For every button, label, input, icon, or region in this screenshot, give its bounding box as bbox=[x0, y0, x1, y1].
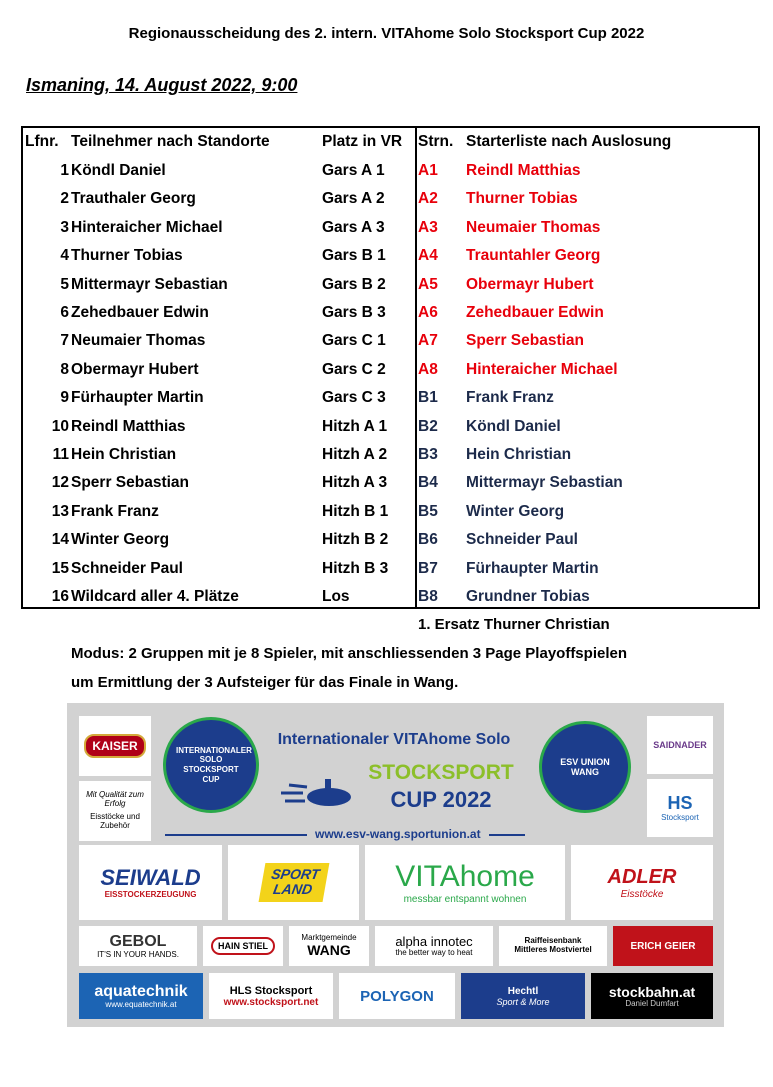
table-row bbox=[23, 215, 758, 243]
gebol-sub-label: IT'S IN YOUR HANDS. bbox=[97, 949, 179, 959]
platz-in-vr: Gars B 1 bbox=[322, 247, 386, 265]
table-row bbox=[23, 186, 758, 214]
start-number: A5 bbox=[418, 275, 438, 293]
eisstoecke-text: Eisstöcke und Zubehör bbox=[90, 812, 140, 830]
start-number: B4 bbox=[418, 474, 438, 492]
participant-name: Mittermayr Sebastian bbox=[71, 275, 228, 293]
header-starterliste: Starterliste nach Auslosung bbox=[466, 133, 672, 150]
platz-in-vr: Hitzh A 1 bbox=[322, 417, 388, 435]
banner-title-line-2: STOCKSPORT bbox=[368, 761, 514, 784]
row-number: 4 bbox=[60, 247, 69, 265]
platz-in-vr: Gars A 2 bbox=[322, 190, 385, 208]
adler-logo bbox=[571, 845, 713, 920]
table-row bbox=[23, 328, 758, 356]
starter-name: Thurner Tobias bbox=[466, 190, 578, 208]
stockbahn-logo bbox=[591, 973, 713, 1019]
ersatz-note: 1. Ersatz Thurner Christian bbox=[418, 616, 610, 633]
start-number: A3 bbox=[418, 218, 438, 236]
starter-name: Schneider Paul bbox=[466, 531, 578, 549]
platz-in-vr: Gars B 3 bbox=[322, 304, 386, 321]
vitahome-label: VITAhome bbox=[395, 860, 535, 893]
modus-line-1: Modus: 2 Gruppen mit je 8 Spieler, mit anschliessenden 3 Page Playoffspielen bbox=[71, 645, 627, 662]
sportland-label-2: LAND bbox=[271, 881, 314, 898]
start-number: B1 bbox=[418, 389, 438, 407]
starter-name: Zehedbauer Edwin bbox=[466, 304, 604, 321]
hechtl-label-1: Hechtl bbox=[507, 985, 539, 997]
start-number: A8 bbox=[418, 360, 438, 378]
participant-name: Frank Franz bbox=[71, 502, 159, 520]
participant-name: Zehedbauer Edwin bbox=[71, 304, 209, 321]
adler-label: ADLER bbox=[607, 865, 677, 888]
start-number: A7 bbox=[418, 332, 438, 350]
start-number: B7 bbox=[418, 559, 438, 577]
platz-in-vr: Hitzh A 2 bbox=[322, 446, 388, 463]
qualitaet-logo bbox=[79, 781, 151, 841]
curling-stone-icon bbox=[277, 763, 357, 813]
seiwald-logo bbox=[79, 845, 222, 920]
hls-label: HLS Stocksport bbox=[229, 984, 313, 997]
start-number: B6 bbox=[418, 531, 438, 549]
row-number: 10 bbox=[51, 417, 69, 435]
hls-stocksport-logo bbox=[209, 973, 333, 1019]
platz-in-vr: Hitzh B 2 bbox=[322, 531, 389, 549]
hs-sub-label: Stocksport bbox=[661, 813, 699, 823]
participant-name: Winter Georg bbox=[71, 531, 170, 549]
wang-logo bbox=[289, 926, 369, 966]
participant-name: Fürhaupter Martin bbox=[71, 389, 204, 407]
starter-name: Reindl Matthias bbox=[466, 162, 581, 179]
seiwald-sub-label: EISSTOCKERZEUGUNG bbox=[104, 890, 197, 900]
cup-seal-logo bbox=[163, 717, 259, 813]
participant-name: Hinteraicher Michael bbox=[71, 218, 223, 236]
sportland-logo bbox=[228, 845, 359, 920]
hainstiel-logo bbox=[203, 926, 283, 966]
row-number: 9 bbox=[60, 389, 69, 407]
participant-name: Reindl Matthias bbox=[71, 417, 186, 435]
gebol-logo bbox=[79, 926, 197, 966]
platz-in-vr: Gars C 3 bbox=[322, 389, 386, 407]
geier-label: ERICH GEIER bbox=[630, 940, 696, 952]
starter-name: Hinteraicher Michael bbox=[466, 360, 618, 378]
platz-in-vr: Hitzh B 3 bbox=[322, 559, 389, 577]
adler-sub-label: Eisstöcke bbox=[620, 888, 664, 900]
start-number: A1 bbox=[418, 162, 438, 179]
hainstiel-label: HAIN STIEL bbox=[211, 937, 275, 955]
platz-in-vr: Gars C 1 bbox=[322, 332, 386, 350]
hechtl-logo bbox=[461, 973, 585, 1019]
table-row bbox=[23, 414, 758, 442]
row-number: 5 bbox=[60, 275, 69, 293]
hls-url: www.stocksport.net bbox=[223, 996, 319, 1008]
header-strn: Strn. bbox=[418, 133, 454, 150]
esv-seal-text: ESV UNION WANG bbox=[560, 757, 610, 777]
document-heading: Regionausscheidung des 2. intern. VITAhome Solo Stocksport Cup 2022 bbox=[128, 25, 645, 42]
row-number: 15 bbox=[51, 559, 69, 577]
alpha-innotec-logo bbox=[375, 926, 493, 966]
starter-name: Obermayr Hubert bbox=[466, 275, 594, 293]
polygon-label: POLYGON bbox=[360, 987, 434, 1005]
start-number: B8 bbox=[418, 588, 438, 605]
start-number: A6 bbox=[418, 304, 438, 321]
table-row bbox=[23, 470, 758, 498]
event-date-location: Ismaning, 14. August 2022, 9:00 bbox=[26, 75, 298, 95]
table-row bbox=[23, 584, 758, 612]
starter-name: Fürhaupter Martin bbox=[466, 559, 599, 577]
row-number: 13 bbox=[51, 502, 69, 520]
table-row bbox=[23, 243, 758, 271]
start-number: A2 bbox=[418, 190, 438, 208]
esv-union-wang-logo bbox=[539, 721, 631, 813]
start-number: A4 bbox=[418, 247, 438, 265]
platz-in-vr: Hitzh A 3 bbox=[322, 474, 388, 492]
starter-name: Winter Georg bbox=[466, 502, 565, 520]
row-number: 2 bbox=[60, 190, 69, 208]
erich-geier-logo bbox=[613, 926, 713, 966]
vitahome-logo bbox=[365, 845, 565, 920]
modus-line-2: um Ermittlung der 3 Aufsteiger für das Finale in Wang. bbox=[71, 674, 459, 691]
starter-name: Trauntahler Georg bbox=[466, 247, 601, 265]
table-row bbox=[23, 300, 758, 328]
row-number: 16 bbox=[51, 588, 69, 605]
row-number: 11 bbox=[52, 446, 69, 463]
platz-in-vr: Hitzh B 1 bbox=[322, 502, 389, 520]
participant-name: Thurner Tobias bbox=[71, 247, 183, 265]
platz-in-vr: Gars C 2 bbox=[322, 360, 386, 378]
vitahome-sub-label: messbar entspannt wohnen bbox=[403, 894, 527, 905]
platz-in-vr: Gars A 1 bbox=[322, 162, 385, 179]
platz-in-vr: Gars A 3 bbox=[322, 218, 385, 236]
participant-name: Hein Christian bbox=[71, 446, 177, 463]
aquatechnik-logo bbox=[79, 973, 203, 1019]
start-number: B5 bbox=[418, 502, 438, 520]
platz-in-vr: Gars B 2 bbox=[322, 275, 386, 293]
starter-name: Mittermayr Sebastian bbox=[466, 474, 623, 492]
participant-name: Köndl Daniel bbox=[71, 162, 166, 179]
starter-name: Grundner Tobias bbox=[466, 588, 590, 605]
row-number: 1 bbox=[60, 162, 69, 179]
participant-name: Neumaier Thomas bbox=[71, 332, 206, 350]
saidnader-label: SAIDNADER bbox=[653, 740, 707, 750]
header-lfnr: Lfnr. bbox=[25, 133, 59, 150]
hs-label: HS bbox=[667, 793, 693, 814]
participant-name: Obermayr Hubert bbox=[71, 360, 199, 378]
banner-title-line-3: CUP 2022 bbox=[390, 787, 492, 812]
alpha-label: alpha innotec bbox=[395, 934, 473, 950]
participant-name: Sperr Sebastian bbox=[71, 474, 190, 492]
aquatechnik-url: www.equatechnik.at bbox=[105, 999, 177, 1009]
table-row bbox=[23, 527, 758, 555]
table-row bbox=[23, 442, 758, 470]
table-row bbox=[23, 357, 758, 385]
table-header-row bbox=[23, 129, 758, 157]
stockbahn-label: stockbahn.at bbox=[608, 983, 696, 1000]
participant-name: Schneider Paul bbox=[71, 559, 183, 577]
sportland-label-1: SPORT bbox=[269, 866, 321, 883]
participants-table bbox=[21, 126, 760, 609]
table-row bbox=[23, 499, 758, 527]
gebol-label: GEBOL bbox=[109, 932, 167, 950]
seiwald-label: SEIWALD bbox=[100, 865, 201, 891]
stockbahn-sub-label: Daniel Dumfart bbox=[625, 998, 679, 1008]
raiffeisenbank-logo bbox=[499, 926, 607, 966]
row-number: 6 bbox=[60, 304, 69, 321]
row-number: 7 bbox=[60, 332, 69, 350]
table-row bbox=[23, 158, 758, 186]
polygon-logo bbox=[339, 973, 455, 1019]
row-number: 14 bbox=[51, 531, 69, 549]
table-row bbox=[23, 385, 758, 413]
starter-name: Sperr Sebastian bbox=[466, 332, 585, 350]
cup-seal-text: INTERNATIONALER SOLO STOCKSPORT CUP bbox=[176, 745, 252, 784]
kaiser-label: KAISER bbox=[84, 734, 145, 758]
saidnader-logo bbox=[647, 716, 713, 774]
header-teilnehmer: Teilnehmer nach Standorte bbox=[71, 133, 270, 150]
table-row bbox=[23, 556, 758, 584]
starter-name: Neumaier Thomas bbox=[466, 218, 601, 236]
sponsor-banner bbox=[67, 703, 724, 1027]
qualitaet-text: Mit Qualität zum Erfolg bbox=[86, 790, 144, 809]
table-row bbox=[23, 272, 758, 300]
wang-top-label: Marktgemeinde bbox=[301, 932, 357, 942]
alpha-sub-label: the better way to heat bbox=[395, 948, 473, 958]
start-number: B2 bbox=[418, 417, 438, 435]
start-number: B3 bbox=[418, 446, 438, 463]
header-platz: Platz in VR bbox=[322, 133, 403, 150]
row-number: 8 bbox=[60, 360, 69, 378]
platz-in-vr: Los bbox=[322, 588, 350, 605]
banner-url: www.esv-wang.sportunion.at bbox=[307, 827, 489, 841]
row-number: 12 bbox=[51, 474, 69, 492]
starter-name: Frank Franz bbox=[466, 389, 554, 407]
participant-name: Wildcard aller 4. Plätze bbox=[71, 588, 239, 605]
participant-name: Trauthaler Georg bbox=[71, 190, 196, 208]
wang-label: WANG bbox=[307, 942, 351, 959]
raiffeisen-label-2: Mittleres Mostviertel bbox=[514, 945, 592, 954]
kaiser-logo bbox=[79, 716, 151, 776]
hs-stocksport-logo bbox=[647, 779, 713, 837]
starter-name: Köndl Daniel bbox=[466, 417, 561, 435]
hechtl-label-2: Sport & More bbox=[496, 996, 550, 1007]
starter-name: Hein Christian bbox=[466, 446, 572, 463]
banner-title-line-1: Internationaler VITAhome Solo bbox=[277, 731, 511, 748]
aquatechnik-label: aquatechnik bbox=[94, 982, 188, 1000]
row-number: 3 bbox=[60, 218, 69, 236]
raiffeisen-label-1: Raiffeisenbank bbox=[524, 936, 582, 946]
